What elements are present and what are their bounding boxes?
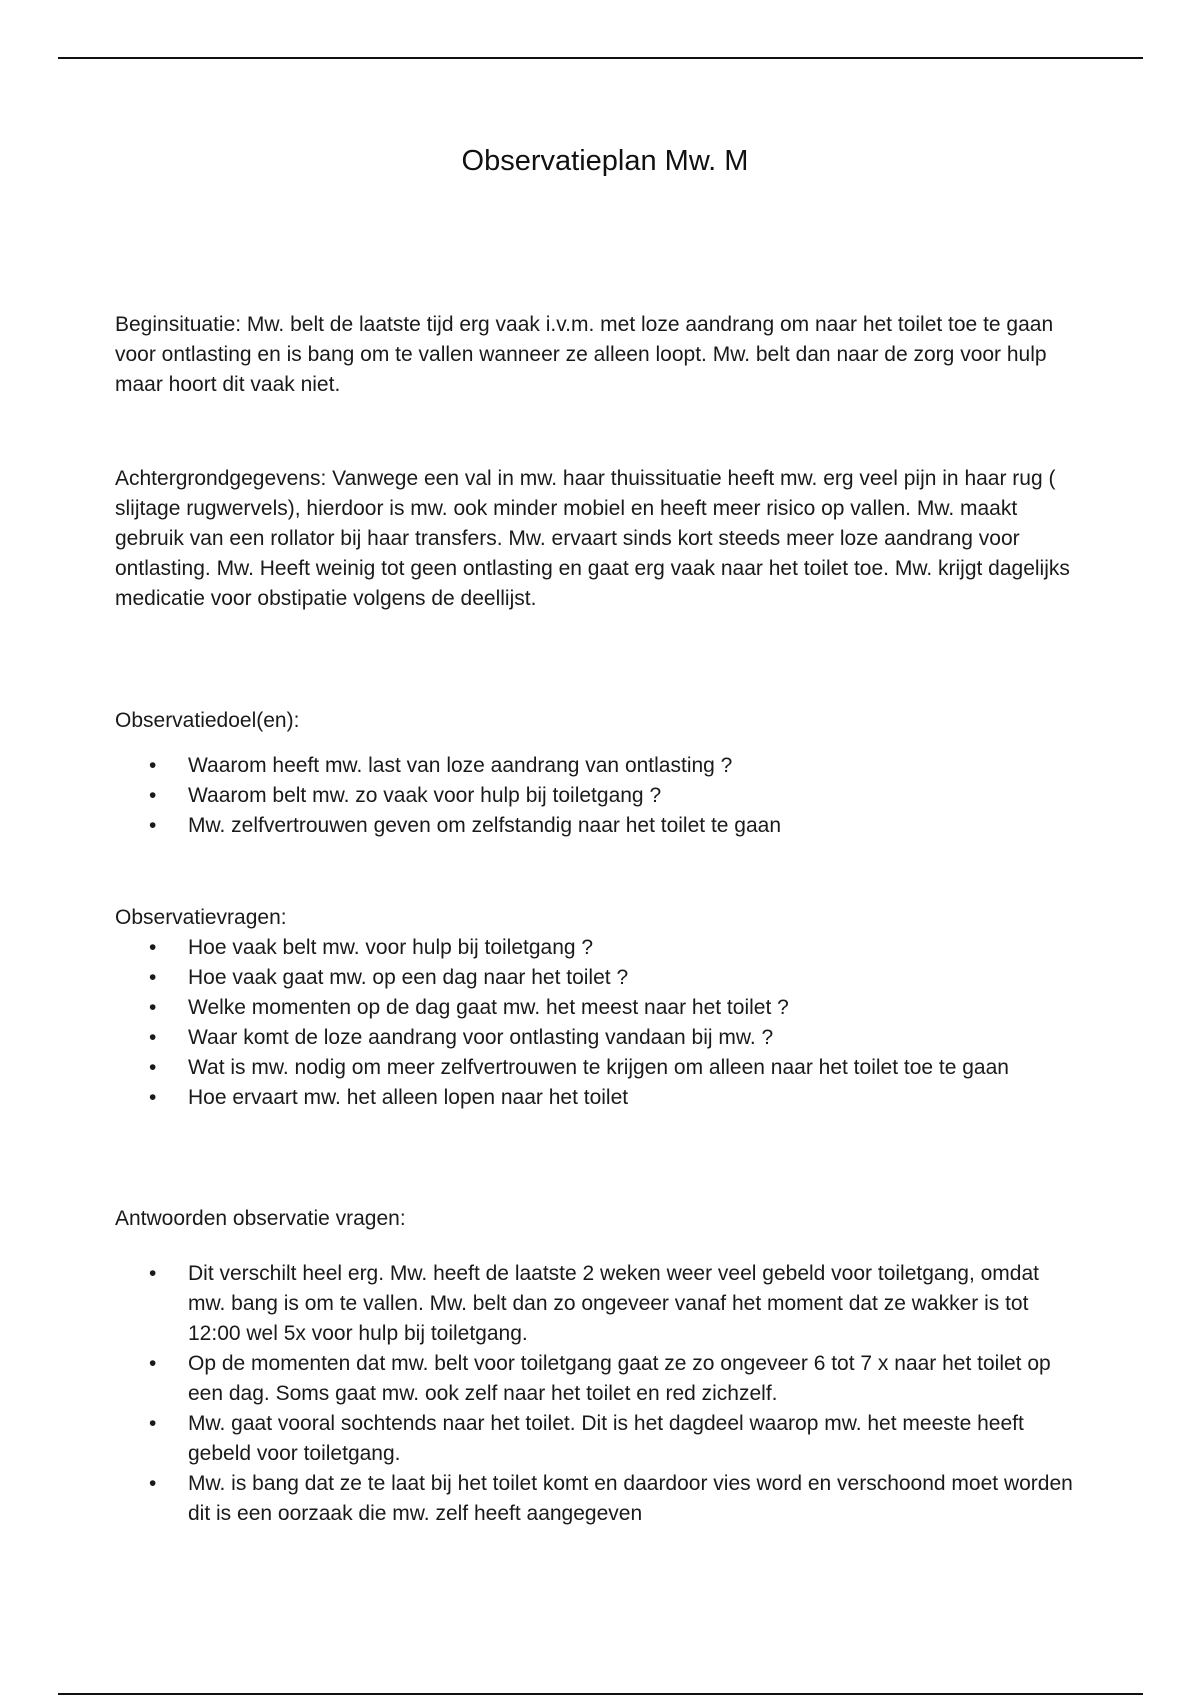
list-item-text: Waarom heeft mw. last van loze aandrang van ontlasting ?: [188, 754, 733, 777]
list-item: [115, 1023, 1075, 1053]
bullet-icon: •: [149, 1412, 157, 1435]
list-item-text: Welke momenten op de dag gaat mw. het meest naar het toilet ?: [188, 996, 789, 1019]
bullet-icon: •: [149, 966, 157, 989]
list-item-text: Mw. zelfvertrouwen geven om zelfstandig naar het toilet te gaan: [188, 814, 782, 837]
bullet-icon: •: [149, 996, 157, 1019]
header-rule: [58, 57, 1143, 59]
list-item: [115, 1259, 1075, 1349]
list-item: [115, 1409, 1075, 1469]
list-item-text: Op de momenten dat mw. belt voor toiletgang gaat ze zo ongeveer 6 tot 7 x naar het toilet op een dag. Soms gaat mw. ook zelf naar het toilet en red zichzelf.: [188, 1352, 1051, 1405]
beginsituatie-text: Beginsituatie: Mw. belt de laatste tijd erg vaak i.v.m. met loze aandrang om naar het toilet toe te gaan voor ontlasting en is bang om te vallen wanneer ze alleen loopt. Mw. belt dan naar de zorg voor hulp maar hoort dit vaak niet.: [115, 313, 1054, 396]
list-item: [115, 1469, 1075, 1529]
list-item: [115, 993, 1075, 1023]
observatievragen-heading: Observatievragen:: [115, 906, 287, 929]
antwoorden-heading: Antwoorden observatie vragen:: [115, 1207, 406, 1230]
observatiedoelen-heading: Observatiedoel(en):: [115, 709, 300, 732]
list-item: [115, 1349, 1075, 1409]
achtergrondgegevens-text: Achtergrondgegevens: Vanwege een val in mw. haar thuissituatie heeft mw. erg veel pijn in haar rug ( slijtage rugwervels), hierdoor is mw. ook minder mobiel en heeft meer risico op vallen. Mw. maakt gebruik van een rollator bij haar transfers. Mw. ervaart sinds kort steeds meer loze aandrang voor ontlasting. Mw. Heeft weinig tot geen ontlasting en gaat erg vaak naar het toilet toe. Mw. krijgt dagelijks medicatie voor obstipatie volgens de deellijst.: [115, 467, 1070, 610]
bullet-icon: •: [149, 1056, 157, 1079]
page-title: Observatieplan Mw. M: [461, 145, 749, 177]
bullet-icon: •: [149, 814, 157, 837]
footer-rule: [58, 1693, 1143, 1695]
bullet-icon: •: [149, 1026, 157, 1049]
list-item-text: Waar komt de loze aandrang voor ontlasting vandaan bij mw. ?: [188, 1026, 774, 1049]
observatiedoelen-list: [115, 751, 1075, 841]
list-item: [115, 811, 1075, 841]
bullet-icon: •: [149, 1086, 157, 1109]
antwoorden-list: [115, 1259, 1075, 1529]
list-item-text: Dit verschilt heel erg. Mw. heeft de laatste 2 weken weer veel gebeld voor toiletgang, omdat mw. bang is om te vallen. Mw. belt dan zo ongeveer vanaf het moment dat ze wakker is tot 12:00 wel 5x voor hulp bij toiletgang.: [188, 1262, 1039, 1345]
section-observatievragen: [115, 903, 1075, 1113]
bullet-icon: •: [149, 754, 157, 777]
section-achtergrondgegevens: [115, 464, 1075, 614]
section-beginsituatie: [115, 310, 1075, 400]
list-item: [115, 933, 1075, 963]
list-item-text: Hoe ervaart mw. het alleen lopen naar het toilet: [188, 1086, 629, 1109]
list-item: [115, 1083, 1075, 1113]
bullet-icon: •: [149, 936, 157, 959]
observatievragen-list: [115, 933, 1075, 1113]
bullet-icon: •: [149, 1472, 157, 1495]
list-item: [115, 963, 1075, 993]
list-item-text: Mw. is bang dat ze te laat bij het toilet komt en daardoor vies word en verschoond moet worden dit is een oorzaak die mw. zelf heeft aangegeven: [188, 1472, 1073, 1525]
list-item: [115, 781, 1075, 811]
list-item: [115, 1053, 1075, 1083]
bullet-icon: •: [149, 1262, 157, 1285]
list-item-text: Waarom belt mw. zo vaak voor hulp bij toiletgang ?: [188, 784, 662, 807]
list-item-text: Hoe vaak belt mw. voor hulp bij toiletgang ?: [188, 936, 594, 959]
bullet-icon: •: [149, 784, 157, 807]
list-item-text: Mw. gaat vooral sochtends naar het toilet. Dit is het dagdeel waarop mw. het meeste heeft gebeld voor toiletgang.: [188, 1412, 1024, 1465]
list-item: [115, 751, 1075, 781]
list-item-text: Wat is mw. nodig om meer zelfvertrouwen te krijgen om alleen naar het toilet toe te gaan: [188, 1056, 1009, 1079]
section-antwoorden: [115, 1204, 1075, 1529]
section-observatiedoelen: [115, 706, 1075, 841]
bullet-icon: •: [149, 1352, 157, 1375]
list-item-text: Hoe vaak gaat mw. op een dag naar het toilet ?: [188, 966, 629, 989]
